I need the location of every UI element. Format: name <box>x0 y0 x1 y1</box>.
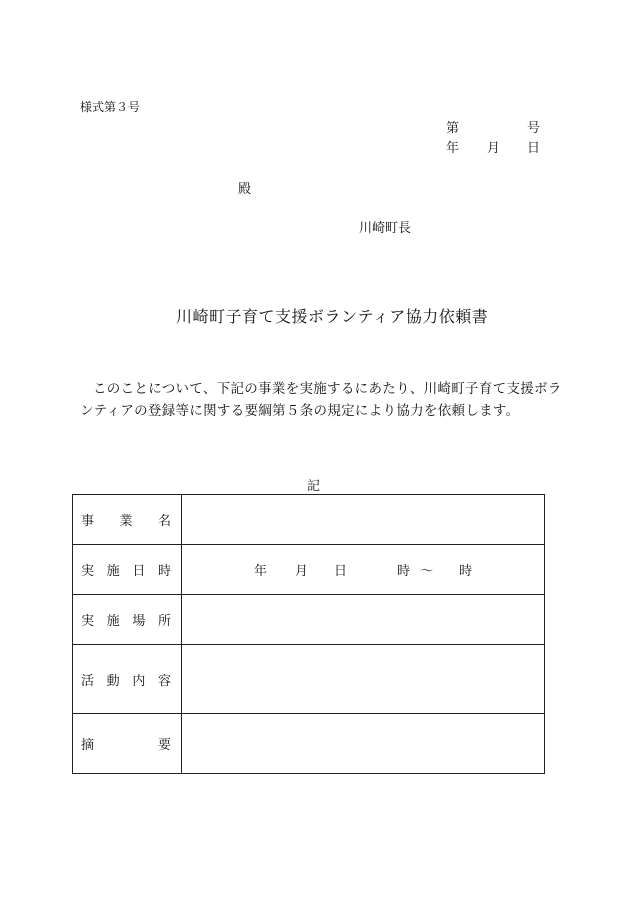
value-notes[interactable] <box>182 714 545 774</box>
value-activity[interactable] <box>182 645 545 714</box>
datetime-month: 月 <box>295 564 309 579</box>
body-line-2: ンティアの登録等に関する要綱第５条の規定により協力を依頼します。 <box>80 403 520 419</box>
label-char: 事 <box>81 514 95 529</box>
label-char: 活 <box>81 673 95 689</box>
label-char: 摘 <box>81 738 95 753</box>
label-char: 容 <box>157 673 171 689</box>
label-char: 所 <box>157 614 171 629</box>
table-row-venue <box>73 595 545 645</box>
datetime-tilde: ～ <box>420 564 434 579</box>
date-day: 日 <box>527 141 541 156</box>
table-row-activity <box>73 645 545 714</box>
label-char: 時 <box>157 564 171 579</box>
table-row-event-name <box>73 495 545 545</box>
body-line-1: このことについて、下記の事業を実施するにあたり、川崎町子育て支援ボラ <box>93 381 562 397</box>
addressee-suffix: 殿 <box>238 182 252 197</box>
datetime-year: 年 <box>254 564 268 579</box>
label-char: 実 <box>81 564 95 579</box>
value-event-name[interactable] <box>182 495 545 545</box>
doc-number-suffix: 号 <box>527 121 541 136</box>
form-number: 様式第３号 <box>80 100 141 114</box>
label-char: 名 <box>157 514 171 529</box>
label-char: 施 <box>106 614 120 629</box>
value-datetime[interactable] <box>182 545 545 595</box>
issuer: 川崎町長 <box>359 221 412 236</box>
label-char: 要 <box>157 738 171 753</box>
datetime-hour-end: 時 <box>459 564 473 579</box>
label-char: 施 <box>106 564 120 579</box>
document-title: 川崎町子育て支援ボランティア協力依頼書 <box>176 307 489 326</box>
datetime-hour-start: 時 <box>397 564 411 579</box>
label-char: 動 <box>106 673 120 689</box>
date-month: 月 <box>487 141 501 156</box>
label-datetime <box>73 545 182 595</box>
label-char: 実 <box>81 614 95 629</box>
table-row-notes <box>73 714 545 774</box>
label-notes <box>73 714 182 774</box>
doc-number-prefix: 第 <box>446 121 460 136</box>
label-char: 日 <box>132 564 146 579</box>
request-table <box>72 494 545 774</box>
label-char: 業 <box>119 514 133 529</box>
value-venue[interactable] <box>182 595 545 645</box>
label-venue <box>73 595 182 645</box>
label-event-name <box>73 495 182 545</box>
date-year: 年 <box>446 141 460 156</box>
label-char: 内 <box>132 673 146 689</box>
label-char: 場 <box>132 614 146 629</box>
label-activity <box>73 645 182 714</box>
ki-heading: 記 <box>307 479 321 494</box>
table-row-datetime <box>73 545 545 595</box>
datetime-day: 日 <box>334 564 348 579</box>
